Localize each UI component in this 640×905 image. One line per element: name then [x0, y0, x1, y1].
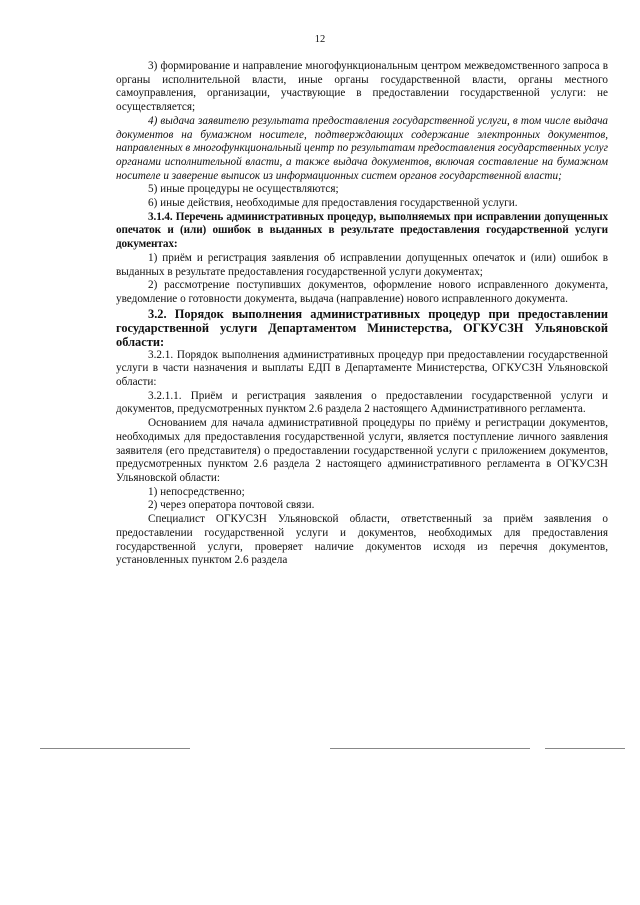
section-heading-3-1-4: 3.1.4. Перечень административных процедур, выполняемых при исправлении допущенных опечаток и (или) ошибок в выданных в результате предоставления государственной услуги документах:: [116, 210, 608, 251]
paragraph-specialist: Специалист ОГКУСЗН Ульяновской области, ответственный за приём заявления о предоставлении государственной услуги и документов, необходимых для предоставления государственной услуги, проверяет наличие документов исходя из перечня документов, установленных пунктом 2.6 раздела: [116, 513, 608, 567]
paragraph-item-3: 3) формирование и направление многофункциональным центром межведомственного запроса в органы исполнительной власти, иные органы государственной власти, органы местного самоуправления, организации, участвующие в предоставлении государственной услуги: не осуществляется;: [116, 60, 608, 114]
paragraph-step-2: 2) рассмотрение поступивших документов, оформление нового исправленного документа, уведомление о готовности документа, выдача (направление) нового исправленного документа.: [116, 279, 608, 305]
scan-artifact-line-right: [545, 748, 625, 749]
paragraph-item-4: 4) выдача заявителю результата предоставления государственной услуги, в том числе выдача документов на бумажном носителе, подтверждающих содержание электронных документов, направленных в многофункциональный центр по результатам предоставления государственных услуг органами исполнительной власти, а также выдача документов, включая составление на бумажном носителе и заверение выписок из информационных систем органов государственной власти;: [116, 114, 608, 182]
paragraph-step-1: 1) приём и регистрация заявления об исправлении допущенных опечаток и (или) ошибок в выданных в результате предоставления государственной услуги документах;: [116, 251, 608, 278]
paragraph-option-2: 2) через оператора почтовой связи.: [148, 499, 315, 512]
paragraph-3-2-1: 3.2.1. Порядок выполнения административных процедур при предоставлении государственной услуги в части назначения и выплаты ЕДП в Департаменте Министерства, ОГКУСЗН Ульяновской области:: [116, 348, 608, 389]
paragraph-basis: Основанием для начала административной процедуры по приёму и регистрации документов, необходимых для предоставления государственной услуги, является поступление личного заявления заявителя (его представителя) о предоставлении государственной услуги с приложением документов, предусмотренных пунктом 2.6 раздела 2 настоящего административного регламента в ОГКУСЗН Ульяновской области:: [116, 417, 608, 484]
scan-artifact-line-left: [40, 748, 190, 749]
paragraph-option-1: 1) непосредственно;: [148, 485, 245, 498]
paragraph-item-5: 5) иные процедуры не осуществляются;: [148, 183, 339, 196]
section-heading-3-2: 3.2. Порядок выполнения административных процедур при предоставлении государственной услуги Департаментом Министерства, ОГКУСЗН Ульяновской области:: [116, 306, 608, 349]
scan-artifact-line-center: [330, 748, 530, 749]
page-number: 12: [314, 34, 326, 45]
paragraph-item-6: 6) иные действия, необходимые для предоставления государственной услуги.: [148, 197, 518, 210]
document-body: [116, 60, 608, 568]
paragraph-3-2-1-1: 3.2.1.1. Приём и регистрация заявления о предоставлении государственной услуги и документов, предусмотренных пунктом 2.6 раздела 2 настоящего Административного регламента.: [116, 389, 608, 416]
